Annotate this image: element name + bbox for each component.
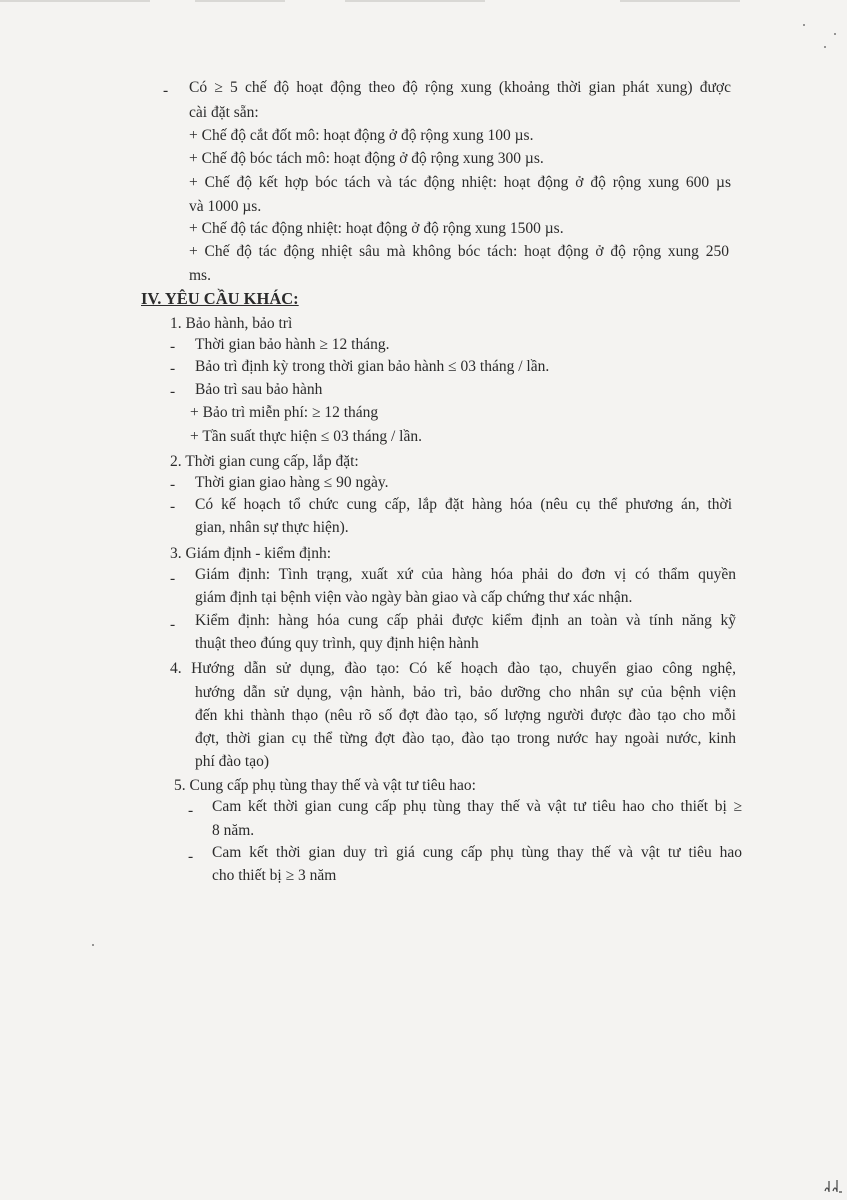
bullet-dash: - (170, 338, 176, 355)
item4-training-line4: đợt, thời gian cụ thể từng đợt đào tạo, đào tạo trong nước hay ngoài nước, kinh (195, 730, 736, 747)
item3-assessment-line1: Giám định: Tình trạng, xuất xứ của hàng hóa phải do đơn vị có thẩm quyền (195, 566, 736, 583)
item1-warranty: Thời gian bảo hành ≥ 12 tháng. (195, 336, 390, 353)
scan-speck (824, 46, 826, 48)
bullet-dash: - (163, 82, 169, 99)
bullet-dash: - (170, 383, 176, 400)
item1-frequency: + Tần suất thực hiện ≤ 03 tháng / lần. (190, 428, 422, 445)
pulse-mode-combined-line1: + Chế độ kết hợp bóc tách và tác động nhiệt: hoạt động ở độ rộng xung 600 µs (189, 174, 731, 191)
pulse-mode-deep-thermal-line2: ms. (189, 267, 211, 284)
bullet-dash: - (170, 570, 176, 587)
item4-training-line5: phí đào tạo) (195, 753, 270, 770)
handwritten-initials (823, 1177, 843, 1195)
item3-assessment-line2: giám định tại bệnh viện vào ngày bàn giao và cấp chứng thư xác nhận. (195, 589, 633, 606)
item2-title: 2. Thời gian cung cấp, lắp đặt: (170, 453, 359, 470)
item3-inspection-line1: Kiểm định: hàng hóa cung cấp phải được kiểm định an toàn và tính năng kỹ (195, 612, 736, 629)
bullet-dash: - (188, 848, 194, 865)
bullet-dash: - (170, 360, 176, 377)
bullet-dash: - (170, 616, 176, 633)
pulse-mode-thermal: + Chế độ tác động nhiệt: hoạt động ở độ rộng xung 1500 µs. (189, 220, 564, 237)
item1-periodic-maintenance: Bảo trì định kỳ trong thời gian bảo hành ≤ 03 tháng / lần. (195, 358, 550, 375)
item2-delivery-time: Thời gian giao hàng ≤ 90 ngày. (195, 474, 389, 491)
bullet-dash: - (170, 476, 176, 493)
item1-title: 1. Bảo hành, bảo trì (170, 315, 293, 332)
scan-edge-mark (345, 0, 485, 2)
item1-free-maintenance: + Bảo trì miễn phí: ≥ 12 tháng (190, 404, 379, 421)
item5-price-line2: cho thiết bị ≥ 3 năm (212, 867, 337, 884)
scan-speck (803, 24, 805, 26)
section-heading: IV. YÊU CẦU KHÁC: (141, 289, 299, 308)
pulse-mode-ablation: + Chế độ bóc tách mô: hoạt động ở độ rộng xung 300 µs. (189, 150, 544, 167)
item3-inspection-line2: thuật theo đúng quy trình, quy định hiện hành (195, 635, 479, 652)
item1-post-warranty: Bảo trì sau bảo hành (195, 381, 323, 398)
scan-edge-mark (620, 0, 740, 2)
scan-edge-mark (0, 0, 150, 2)
pulse-mode-deep-thermal-line1: + Chế độ tác động nhiệt sâu mà không bóc tách: hoạt động ở độ rộng xung 250 (189, 243, 729, 260)
item4-training-line1: 4. Hướng dẫn sử dụng, đào tạo: Có kế hoạch đào tạo, chuyển giao công nghệ, (170, 660, 736, 677)
scan-speck (92, 944, 94, 946)
bullet-dash: - (188, 802, 194, 819)
item5-spare-parts-line2: 8 năm. (212, 822, 255, 839)
item4-training-line2: hướng dẫn sử dụng, vận hành, bảo trì, bảo dưỡng cho nhân sự của bệnh viện (195, 684, 736, 701)
pulse-intro-line2: cài đặt sẵn: (189, 104, 259, 121)
pulse-intro-line1: Có ≥ 5 chế độ hoạt động theo độ rộng xung (khoảng thời gian phát xung) được (189, 79, 731, 96)
pulse-mode-combined-line2: và 1000 µs. (189, 198, 262, 215)
item5-spare-parts-line1: Cam kết thời gian cung cấp phụ tùng thay thế và vật tư tiêu hao cho thiết bị ≥ (212, 798, 742, 815)
scan-edge-mark (195, 0, 285, 2)
scan-speck (834, 33, 836, 35)
bullet-dash: - (170, 498, 176, 515)
item4-training-line3: đến khi thành thạo (nêu rõ số đợt đào tạo, số lượng người được đào tạo cho mỗi (195, 707, 736, 724)
pulse-mode-cut: + Chế độ cắt đốt mô: hoạt động ở độ rộng xung 100 µs. (189, 127, 534, 144)
item2-supply-plan-line1: Có kế hoạch tổ chức cung cấp, lắp đặt hàng hóa (nêu cụ thể phương án, thời (195, 496, 732, 513)
item5-title: 5. Cung cấp phụ tùng thay thế và vật tư tiêu hao: (174, 777, 476, 794)
item5-price-line1: Cam kết thời gian duy trì giá cung cấp phụ tùng thay thế và vật tư tiêu hao (212, 844, 742, 861)
item2-supply-plan-line2: gian, nhân sự thực hiện). (195, 519, 349, 536)
item3-title: 3. Giám định - kiểm định: (170, 545, 332, 562)
